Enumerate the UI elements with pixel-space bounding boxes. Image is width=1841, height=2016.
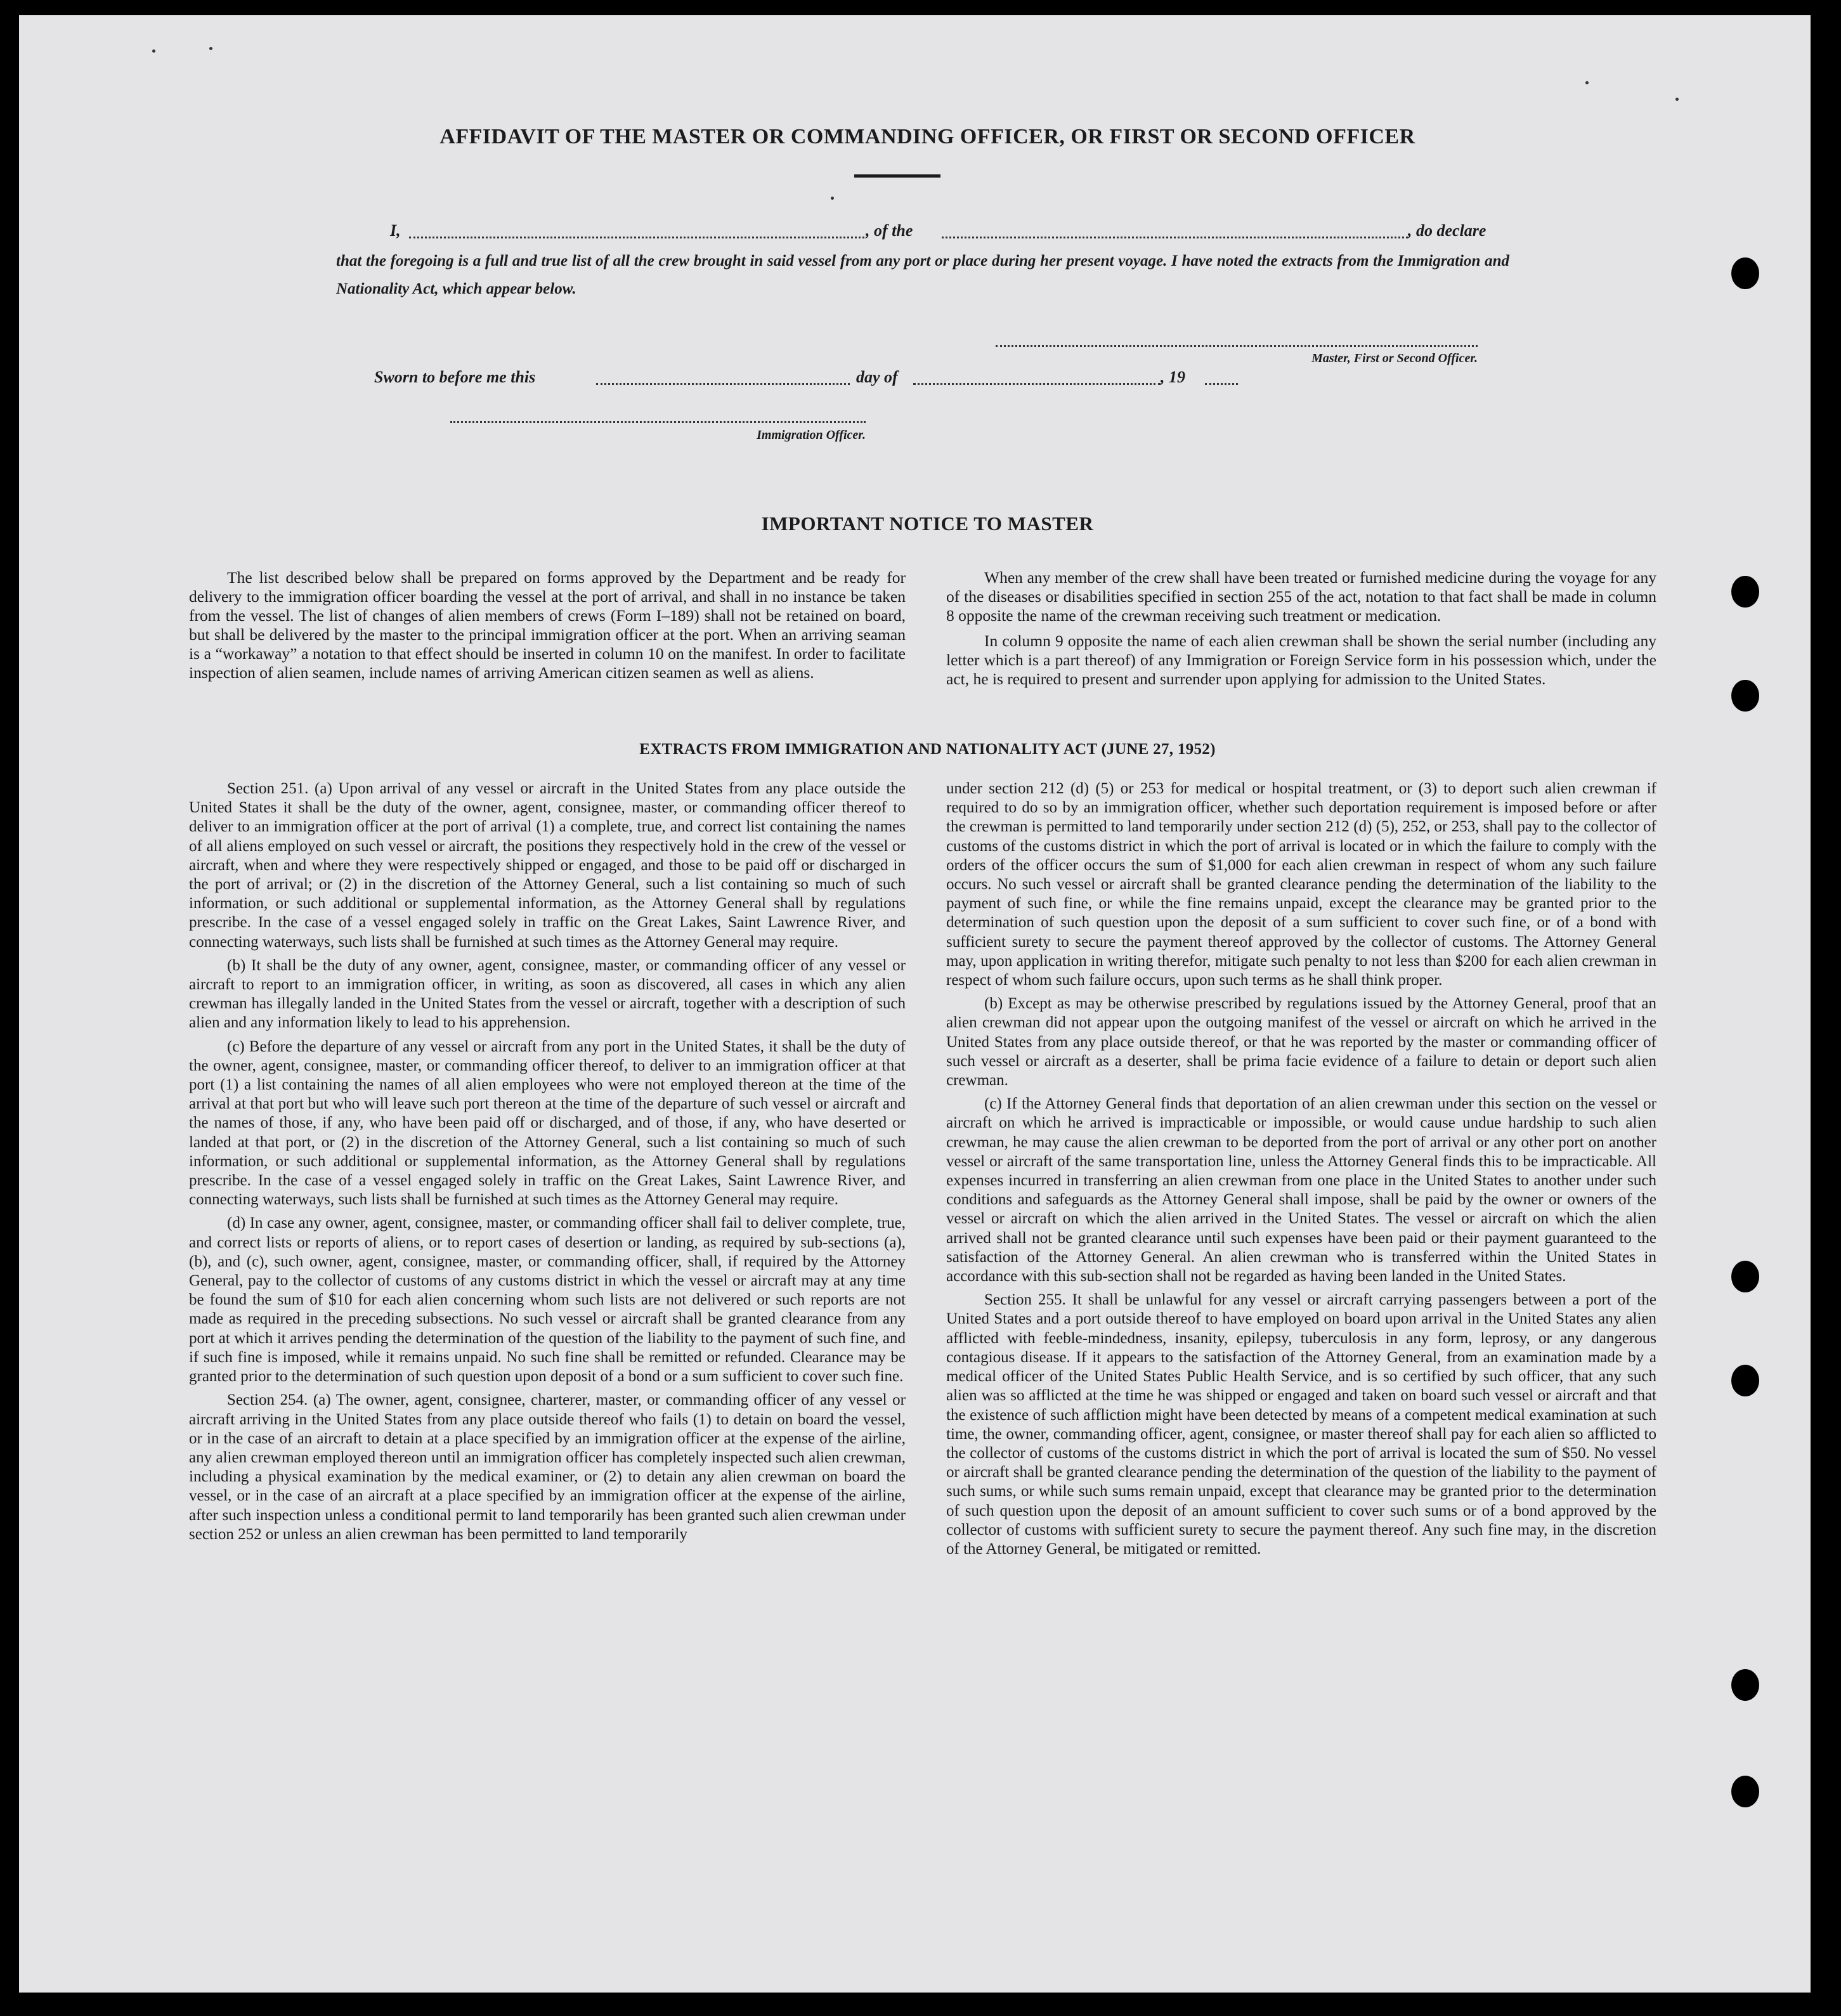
sworn-label: Sworn to before me this [374, 368, 536, 386]
notice-paragraph: The list described below shall be prepared on forms approved by the Department and be ready for delivery to the immigration officer boarding the vessel at the port of arrival, and shall in no instance be taken from the vessel. The list of changes of alien members of crews (Form I–189) shall not be retained on board, but shall be delivered by the master to the principal immigration officer at the port. When an arriving seaman is a “workaway” a notation to that effect should be inserted in column 10 on the manifest. In order to facilitate inspection of alien seamen, include names of arriving American citizen seamen as well as aliens. [189, 568, 906, 682]
declaration-text: that the foregoing is a full and true list of all the crew brought in said vessel from any port or place during her present voyage. I have noted the extracts from the Immigration and Nationality Act, which appear below. [336, 252, 1509, 297]
notice-right-column [946, 568, 1656, 695]
scan-speck [209, 47, 212, 50]
notice-paragraph: In column 9 opposite the name of each alien crewman shall be shown the serial number (including any letter which is a part thereof) of any Immigration or Foreign Service form in his possession which, under the act, he is required to present and surrender upon applying for admission to the United States. [946, 632, 1656, 688]
extracts-left-column [189, 779, 906, 1549]
scan-speck [152, 49, 155, 53]
binder-hole [1731, 257, 1759, 289]
section-paragraph: (d) In case any owner, agent, consignee, master, or commanding officer shall fail to deliver complete, true, and correct lists or reports of aliens, or to report cases of desertion or landing, as required by sub-sections (a), (b), and (c), such owner, agent, consignee, master, or commanding officer, shall, if required by the Attorney General, pay to the collector of customs of any customs district in which the vessel or aircraft may at any time be found the sum of $10 for each alien concerning whom such lists are not delivered or such reports are not made as required in the preceding subsections. No such vessel or aircraft shall be granted clearance from any port at which it arrives pending the determination of the question of the liability to the payment of such fine, and if such fine is imposed, while it remains unpaid. No such fine shall be remitted or refunded. Clearance may be granted prior to the determination of such question upon deposit of a bond or a sum sufficient to cover such fine. [189, 1214, 906, 1386]
section-paragraph: under section 212 (d) (5) or 253 for medical or hospital treatment, or (3) to deport such alien crewman if required to do so by an immigration officer, whether such deportation requirement is imposed before or after the crewman is permitted to land temporarily under section 212 (d) (5), 252, or 253, shall pay to the collector of customs of the customs district in which the port of arrival is located or in which the failure to comply with the orders of the officer occurs the sum of $1,000 for each alien crewman in respect of whom any such failure occurs. No such vessel or aircraft shall be granted clearance pending the determination of the liability to the payment of such fine, or while the fine remains unpaid, except the clearance may be granted prior to the determination of such question upon the deposit of a sum sufficient to cover such fine, or of a bond with sufficient surety to secure the payment thereof approved by the collector of customs. The Attorney General may, upon application in writing therefor, mitigate such penalty to not less than $200 for each alien crewman in respect of whom such failure occurs, upon such terms as he shall think proper. [946, 780, 1656, 989]
notice-left-column [189, 568, 906, 689]
binder-hole [1731, 1261, 1759, 1292]
document-page [19, 15, 1811, 1993]
master-signature-caption: Master, First or Second Officer. [1311, 351, 1478, 365]
section-paragraph: Section 251. (a) Upon arrival of any vessel or aircraft in the United States from any place outside the United States it shall be the duty of the owner, agent, consignee, master, or commanding officer thereof to deliver to an immigration officer at the port of arrival (1) a complete, true, and correct list containing the names of all aliens employed on such vessel or aircraft, the positions they respectively hold in the crew of the vessel or aircraft, when and where they were respectively shipped or engaged, and those to be paid off or discharged in the port of arrival; or (2) in the discretion of the Attorney General, such a list containing so much of such information, or such additional or supplemental information, as the Attorney General shall by regulations prescribe. In the case of a vessel engaged solely in traffic on the Great Lakes, Saint Lawrence River, and connecting waterways, such lists shall be furnished at such times as the Attorney General may require. [189, 780, 906, 951]
section-paragraph: (b) Except as may be otherwise prescribed by regulations issued by the Attorney General, proof that an alien crewman did not appear upon the outgoing manifest of the vessel or aircraft on which he arrived in the United States from any place outside thereof, or that he was reported by the master or commanding officer of such vessel or aircraft as a deserter, shall be prima facie evidence of a failure to detain or deport such alien crewman. [946, 995, 1656, 1089]
sworn-day-field[interactable] [596, 383, 850, 385]
binder-hole [1731, 1776, 1759, 1807]
vessel-name-field[interactable] [942, 237, 1408, 238]
scan-speck [831, 197, 834, 200]
extracts-heading: EXTRACTS FROM IMMIGRATION AND NATIONALITY ACT (JUNE 27, 1952) [639, 741, 1216, 758]
binder-hole [1731, 1365, 1759, 1396]
title-rule [854, 174, 940, 178]
section-paragraph: (c) Before the departure of any vessel or aircraft from any port in the United States, it shall be the duty of the owner, agent, consignee, master, or commanding officer thereof, to deliver to an immigration officer at that port (1) a list containing the names of all alien employees who were not employed thereon at the time of the arrival at that port but who will leave such port thereon at the time of the departure of such vessel or aircraft and the names of those, if any, who have been paid off or discharged, and of those, if any, who have deserted or landed at that port, or (2) in the discretion of the Attorney General, such a list containing so much of such information, or such additional or supplemental information, as the Attorney General shall by regulations prescribe. In the case of a vessel engaged solely in traffic on the Great Lakes, Saint Lawrence River, and connecting waterways, such lists shall be furnished at such times as the Attorney General may require. [189, 1037, 906, 1209]
binder-hole [1731, 680, 1759, 712]
scan-speck [1675, 98, 1679, 101]
binder-hole [1731, 1669, 1759, 1701]
section-paragraph: Section 255. It shall be unlawful for any vessel or aircraft carrying passengers between a port of the United States and a port outside thereof to have employed on board upon arrival in the United States any alien afflicted with feeble-mindedness, insanity, epilepsy, tuberculosis in any form, leprosy, or any dangerous contagious disease. If it appears to the satisfaction of the Attorney General, from an examination made by a medical officer of the United States Public Health Service, and is so certified by such officer, that any such alien was so afflicted at the time he was shipped or engaged and taken on board such vessel or aircraft and that the existence of such affliction might have been detected by means of a competent medical examination at such time, the owner, commanding officer, agent, consignee, or master thereof shall pay for each alien so afflicted to the collector of customs of the customs district in which the port of arrival is located the sum of $50. No vessel or aircraft shall be granted clearance pending the determination of the question of the liability to the payment of such sums, or while such sums remain unpaid, except that clearance may be granted prior to the determination of such question upon the deposit of an amount sufficient to cover such sums or of a bond approved by the collector of customs with sufficient surety to secure the payment thereof. Any such fine may, in the discretion of the Attorney General, be mitigated or remitted. [946, 1291, 1656, 1558]
immigration-officer-signature-field[interactable] [450, 421, 866, 423]
pronoun-label: I, [390, 221, 401, 240]
sworn-year-field[interactable] [1205, 383, 1238, 385]
sworn-month-field[interactable] [913, 383, 1161, 385]
year-label: , 19 [1161, 368, 1185, 386]
section-paragraph: Section 254. (a) The owner, agent, consignee, charterer, master, or commanding officer of any vessel or aircraft arriving in the United States from any place outside thereof who fails (1) to detain on board the vessel, or in the case of an aircraft to detain at a place specified by an immigration officer at the expense of the airline, any alien crewman employed thereon until an immigration officer has completely inspected such alien crewman, including a physical examination by the medical examiner, or (2) to detain any alien crewman on board the vessel, or in the case of an aircraft at a place specified by an immigration officer at the expense of the airline, after such inspection unless a conditional permit to land temporarily has been granted such alien crewman under section 252 or unless an alien crewman has been permitted to land temporarily [189, 1391, 906, 1543]
notice-paragraph: When any member of the crew shall have been treated or furnished medicine during the voyage for any of the diseases or disabilities specified in section 255 of the act, notation to that fact shall be made in column 8 opposite the name of the crewman receiving such treatment or medication. [946, 568, 1656, 625]
of-the-label: , of the [866, 221, 913, 240]
affidavit-title: AFFIDAVIT OF THE MASTER OR COMMANDING OFFICER, OR FIRST OR SECOND OFFICER [439, 125, 1415, 148]
day-of-label: day of [856, 368, 898, 386]
section-paragraph: (c) If the Attorney General finds that deportation of an alien crewman under this section on the vessel or aircraft on which he arrived is impracticable or impossible, or would cause undue hardship to such alien crewman, he may cause the alien crewman to be deported from the port of arrival or any other port on another vessel or aircraft of the same transportation line, unless the Attorney General finds this to be impracticable. All expenses incurred in transferring an alien crewman from one place in the United States to another under such conditions and safeguards as the Attorney General shall impose, shall be paid by the owner or owners of the vessel or aircraft on which the alien arrived in the United States. The vessel or aircraft on which the alien arrived shall not be granted clearance until such expenses have been paid or their payment guaranteed to the satisfaction of the Attorney General. An alien crewman who is transferred within the United States in accordance with this sub-section shall not be regarded as having been landed in the United States. [946, 1095, 1656, 1285]
declarant-name-field[interactable] [409, 237, 864, 238]
notice-heading: IMPORTANT NOTICE TO MASTER [761, 512, 1094, 535]
immigration-officer-caption: Immigration Officer. [757, 428, 866, 442]
master-signature-field[interactable] [996, 345, 1478, 347]
section-paragraph: (b) It shall be the duty of any owner, agent, consignee, master, or commanding officer of any vessel or aircraft to report to an immigration officer, in writing, as soon as discovered, all cases in which any alien crewman has illegally landed in the United States from the vessel or aircraft, together with a description of such alien and any information likely to lead to his apprehension. [189, 956, 906, 1032]
binder-hole [1731, 576, 1759, 608]
do-declare-label: , do declare [1408, 221, 1486, 240]
scan-speck [1585, 81, 1589, 84]
extracts-right-column [946, 779, 1656, 1563]
